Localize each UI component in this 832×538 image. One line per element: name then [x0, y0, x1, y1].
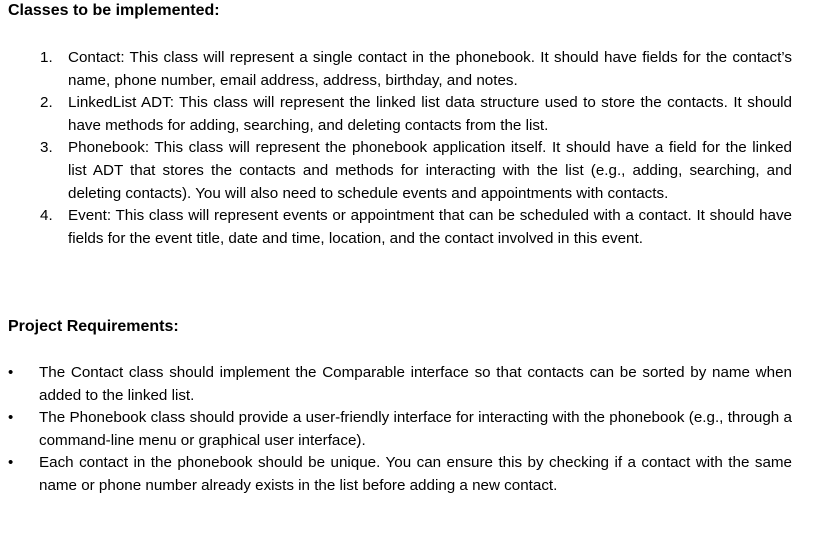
- item-text: The Contact class should implement the Comparable interface so that contacts can be sorted by name when added to the linked list.: [39, 364, 792, 404]
- item-text: The Phonebook class should provide a user-friendly interface for interacting with the phonebook (e.g., through a command-line menu or graphical user interface).: [39, 409, 792, 449]
- item-text: Phonebook: This class will represent the phonebook application itself. It should have a field for the linked list ADT that stores the contacts and methods for interacting with the list (e.g., adding, searching, and deleting contacts). You will also need to schedule events and appointments with contacts.: [68, 139, 792, 202]
- bullet-icon: •: [8, 409, 14, 427]
- requirements-heading: Project Requirements:: [8, 318, 179, 335]
- list-item: [40, 47, 792, 92]
- classes-list: [40, 47, 792, 250]
- item-number: 4.: [40, 207, 53, 225]
- list-item: [40, 92, 792, 137]
- list-item: [40, 137, 792, 205]
- list-item: [40, 205, 792, 250]
- list-item: [8, 452, 792, 497]
- requirements-list: [8, 362, 792, 498]
- item-number: 1.: [40, 49, 53, 66]
- item-number: 2.: [40, 94, 53, 112]
- bullet-icon: •: [8, 364, 14, 381]
- item-number: 3.: [40, 139, 53, 157]
- item-text: Each contact in the phonebook should be unique. You can ensure this by checking if a contact with the same name or phone number already exists in the list before adding a new contact.: [39, 454, 792, 494]
- bullet-icon: •: [8, 454, 14, 472]
- item-text: Contact: This class will represent a single contact in the phonebook. It should have fields for the contact’s name, phone number, email address, address, birthday, and notes.: [68, 49, 792, 89]
- item-text: Event: This class will represent events or appointment that can be scheduled with a contact. It should have fields for the event title, date and time, location, and the contact involved in this event.: [68, 207, 792, 247]
- classes-heading: Classes to be implemented:: [8, 2, 220, 19]
- list-item: [8, 407, 792, 452]
- list-item: [8, 362, 792, 407]
- item-text: LinkedList ADT: This class will represent the linked list data structure used to store the contacts. It should have methods for adding, searching, and deleting contacts from the list.: [68, 94, 792, 134]
